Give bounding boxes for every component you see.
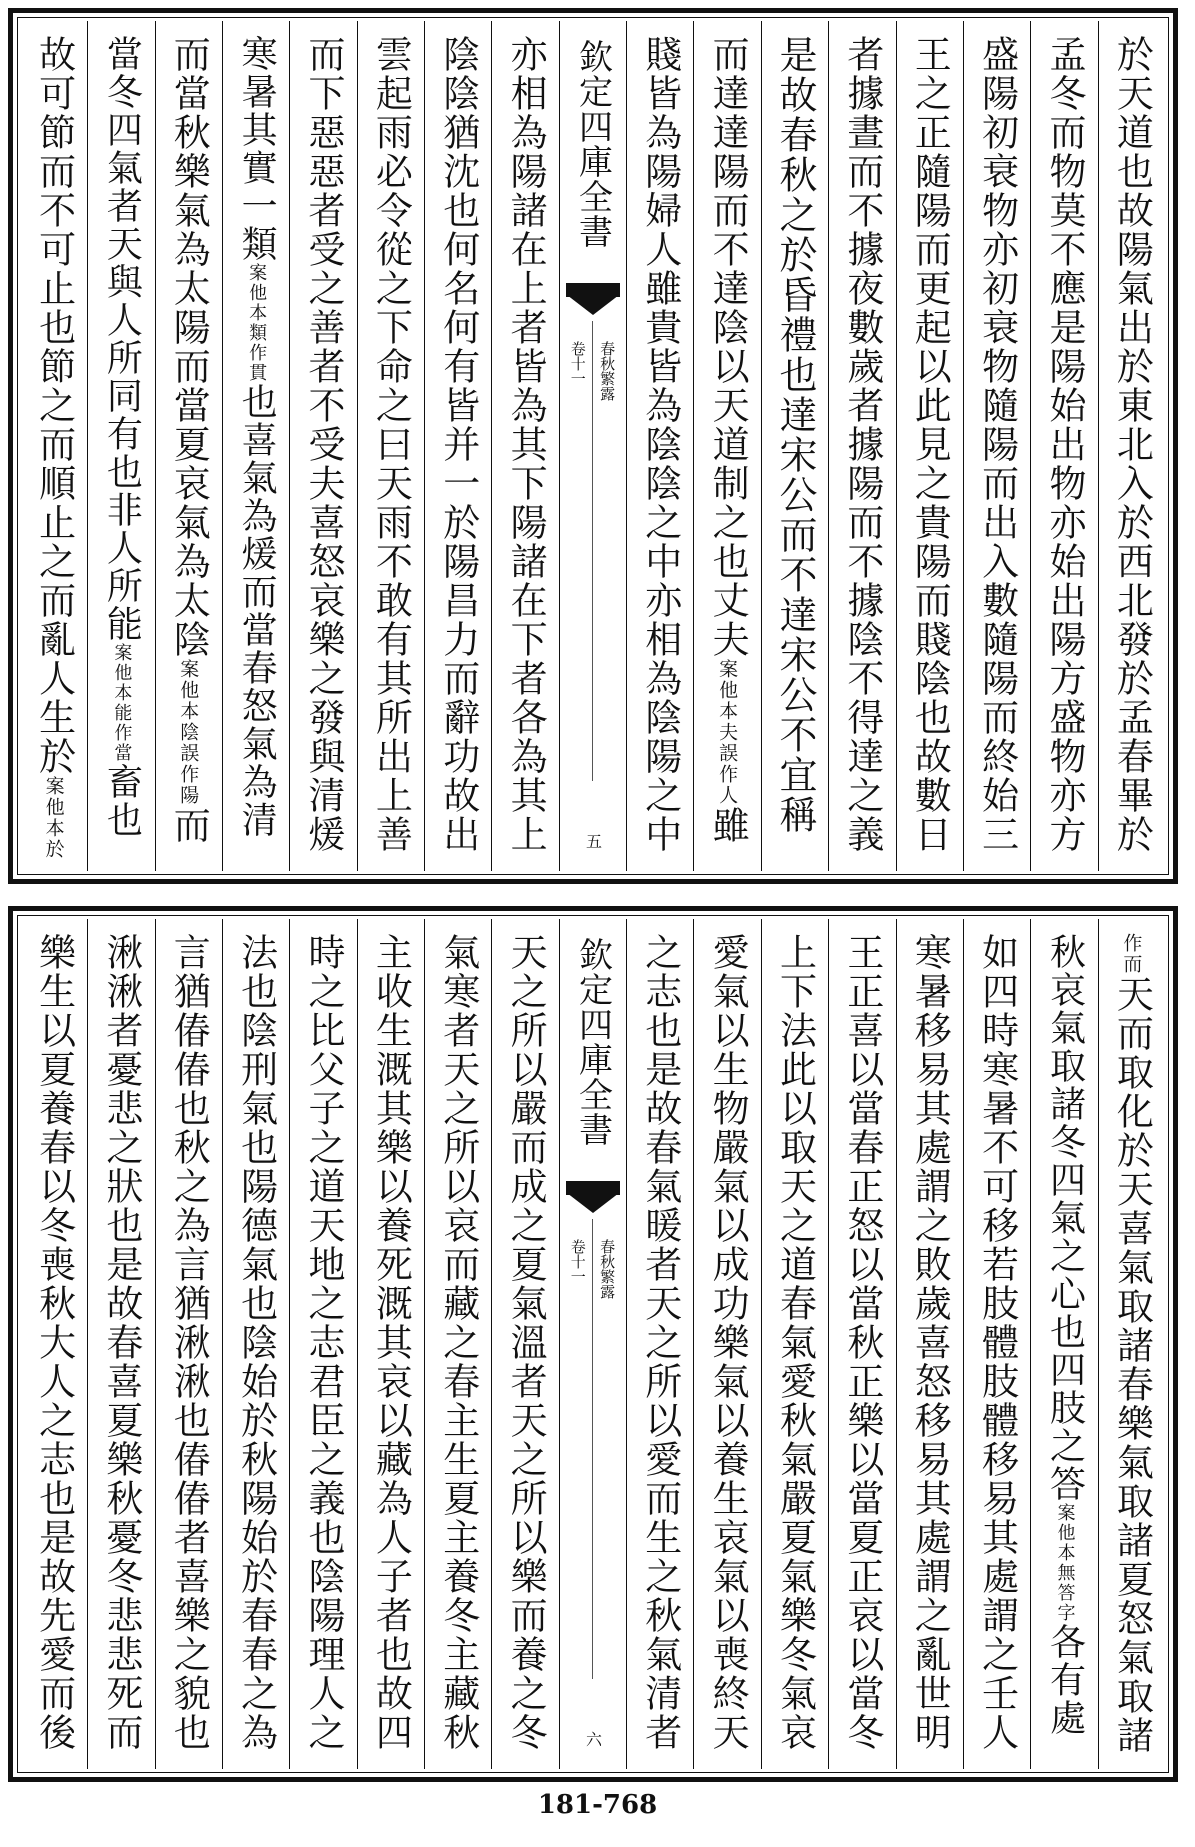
folio-number: 六 bbox=[583, 1731, 603, 1747]
upper-page-text-column bbox=[896, 21, 963, 871]
main-text: 亦相為陽諸在上者皆為其下陽諸在下者各為其上 bbox=[504, 35, 548, 854]
main-text: 而下惡惡者受之善者不受夫喜怒哀樂之發與清煖 bbox=[302, 35, 345, 854]
main-text: 賤皆為陽婦人雖貴皆為陰陰之中亦相為陰陽之中 bbox=[638, 35, 682, 854]
volume-label: 卷十一 bbox=[568, 1239, 587, 1284]
lower-page-text-column bbox=[491, 919, 558, 1769]
upper-page-center-column bbox=[559, 21, 626, 871]
main-text: 孟冬而物莫不應是陽始出物亦始出陽方盛物亦方 bbox=[1042, 35, 1086, 854]
main-text: 而當秋樂氣為太陽而當夏哀氣為太陰 bbox=[167, 35, 211, 659]
fish-tail-mark bbox=[566, 283, 620, 315]
main-text: 天之所以嚴而成之夏氣溫者天之所以樂而養之冬 bbox=[504, 933, 548, 1752]
editorial-note: 案他本無答字 bbox=[1054, 1503, 1076, 1623]
main-text-continued: 各有處 bbox=[1044, 1623, 1086, 1737]
main-text: 氣寒者天之所以哀而藏之春主生夏主養冬主藏秋 bbox=[436, 933, 480, 1752]
column-text bbox=[504, 933, 548, 1752]
main-text: 是故春秋之於昏禮也達宋公而不達宋公不宜稱 bbox=[773, 35, 818, 835]
main-text: 愛氣以生物嚴氣以成功樂氣以養生哀氣以喪終天 bbox=[706, 933, 750, 1752]
upper-page-text-column bbox=[491, 21, 558, 871]
book-title: 欽定四庫全書 bbox=[572, 39, 613, 249]
main-text: 寒暑其實一類 bbox=[236, 35, 278, 263]
column-text bbox=[706, 933, 750, 1752]
column-text bbox=[236, 35, 278, 839]
main-text: 主收生溉其樂以養死溉其哀以藏為人子者也故四 bbox=[369, 933, 413, 1752]
column-text bbox=[1110, 35, 1154, 854]
main-text-continued: 畜也 bbox=[101, 763, 143, 839]
main-text: 言猶偆偆也秋之為言猶湫湫也偆偆者喜樂之貌也 bbox=[167, 933, 211, 1752]
column-text bbox=[369, 933, 413, 1752]
main-text-continued: 雖 bbox=[706, 806, 750, 845]
column-text bbox=[908, 35, 952, 854]
upper-page-text-column bbox=[289, 21, 356, 871]
upper-page-text-column bbox=[357, 21, 424, 871]
column-text bbox=[975, 35, 1019, 854]
lower-page-text-column bbox=[896, 919, 963, 1769]
main-text: 陰陰猶沈也何名何有皆并一於陽昌力而辭功故出 bbox=[436, 35, 480, 854]
lower-page-text-column bbox=[289, 919, 356, 1769]
column-text bbox=[706, 35, 750, 845]
main-text: 湫湫者憂悲之狀也是故春喜夏樂秋憂冬悲悲死而 bbox=[99, 933, 143, 1752]
upper-page-text-column bbox=[1030, 21, 1097, 871]
column-text bbox=[840, 933, 884, 1752]
main-text: 盛陽初衰物亦初衰物隨陽而出入數隨陽而終始三 bbox=[975, 35, 1019, 854]
column-text bbox=[840, 35, 884, 854]
volume-label: 卷十一 bbox=[568, 341, 587, 386]
upper-page-text-column bbox=[424, 21, 491, 871]
lower-page bbox=[8, 906, 1178, 1782]
lower-page-text-column bbox=[357, 919, 424, 1769]
upper-page-columns bbox=[21, 21, 1165, 871]
book-title: 欽定四庫全書 bbox=[572, 937, 613, 1147]
upper-page-text-column bbox=[693, 21, 760, 871]
column-text bbox=[302, 35, 345, 854]
upper-page-text-column bbox=[155, 21, 222, 871]
lower-page-text-column bbox=[424, 919, 491, 1769]
upper-page-text-column bbox=[963, 21, 1030, 871]
work-title: 春秋繁露 bbox=[598, 341, 617, 401]
editorial-note: 案他本類作貫 bbox=[246, 263, 268, 383]
main-text: 上下法此以取天之道春氣愛秋氣嚴夏氣樂冬氣哀 bbox=[773, 933, 817, 1752]
main-text: 而達達陽而不達陰以天道制之也丈夫 bbox=[706, 35, 750, 659]
column-text bbox=[773, 933, 817, 1752]
main-text-continued: 天而取化於天喜氣取諸春樂氣取諸夏怒氣取諸 bbox=[1110, 975, 1154, 1755]
upper-page-text-column bbox=[828, 21, 895, 871]
page-code: 181-768 bbox=[537, 1790, 658, 1820]
upper-page-text-column bbox=[761, 21, 828, 871]
main-text-continued: 也喜氣為煖而當春怒氣為清 bbox=[236, 383, 278, 839]
editorial-note: 案他本夫誤作人 bbox=[716, 659, 739, 806]
lower-page-text-column bbox=[693, 919, 760, 1769]
main-text: 王之正隨陽而更起以此見之貴陽而賤陰也故數日 bbox=[908, 35, 952, 854]
column-text bbox=[773, 35, 818, 835]
lower-page-text-column bbox=[155, 919, 222, 1769]
lower-page-text-column bbox=[87, 919, 154, 1769]
main-text: 故可節而不可止也節之而順止之而亂人生於 bbox=[32, 35, 76, 776]
lower-page-columns bbox=[21, 919, 1165, 1769]
upper-page-text-column bbox=[21, 21, 87, 871]
folio-number: 五 bbox=[583, 833, 603, 849]
main-text: 時之比父子之道天地之志君臣之義也陰陽理人之 bbox=[302, 933, 345, 1752]
column-text bbox=[32, 933, 76, 1752]
lower-page-text-column bbox=[828, 919, 895, 1769]
editorial-note: 案他本於 bbox=[42, 776, 65, 860]
column-text bbox=[234, 933, 278, 1752]
main-text: 於天道也故陽氣出於東北入於西北發於孟春畢於 bbox=[1110, 35, 1154, 854]
main-text: 樂生以夏養春以冬喪秋大人之志也是故先愛而後 bbox=[32, 933, 76, 1752]
center-rule bbox=[592, 1219, 594, 1679]
main-text: 當冬四氣者天與人所同有也非人所能 bbox=[101, 35, 143, 643]
column-text bbox=[975, 933, 1019, 1752]
work-title: 春秋繁露 bbox=[598, 1239, 617, 1299]
column-text bbox=[167, 933, 211, 1752]
column-text bbox=[436, 35, 480, 854]
main-text: 法也陰刑氣也陽德氣也陰始於秋陽始於春春之為 bbox=[234, 933, 278, 1752]
lower-page-center-column bbox=[559, 919, 626, 1769]
fish-tail-mark bbox=[566, 1181, 620, 1213]
upper-page bbox=[8, 8, 1178, 884]
upper-page-text-column bbox=[626, 21, 693, 871]
column-text bbox=[302, 933, 345, 1752]
column-text bbox=[638, 933, 682, 1752]
main-text: 如四時寒暑不可移若肢體肢體移易其處謂之壬人 bbox=[975, 933, 1019, 1752]
lower-page-text-column bbox=[761, 919, 828, 1769]
lower-page-text-column bbox=[626, 919, 693, 1769]
column-text bbox=[436, 933, 480, 1752]
upper-page-text-column bbox=[87, 21, 154, 871]
main-text: 寒暑移易其處謂之敗歲喜怒移易其處謂之亂世明 bbox=[908, 933, 952, 1752]
column-text bbox=[504, 35, 548, 854]
column-text bbox=[1042, 35, 1086, 854]
editorial-note: 案他本陰誤作陽 bbox=[177, 659, 200, 806]
column-text bbox=[1110, 933, 1154, 1755]
lower-page-text-column bbox=[21, 919, 87, 1769]
lower-page-text-column bbox=[963, 919, 1030, 1769]
editorial-note: 作而 bbox=[1120, 933, 1143, 975]
column-text bbox=[99, 933, 143, 1752]
lower-page-text-column bbox=[222, 919, 289, 1769]
column-text bbox=[1044, 933, 1086, 1737]
lower-page-text-column bbox=[1098, 919, 1165, 1769]
column-text bbox=[638, 35, 682, 854]
main-text: 雲起雨必令從之下命之曰天雨不敢有其所出上善 bbox=[369, 35, 413, 854]
main-text: 秋哀氣取諸冬四氣之心也四肢之答 bbox=[1044, 933, 1086, 1503]
main-text-continued: 而 bbox=[167, 806, 211, 845]
column-text bbox=[167, 35, 211, 845]
editorial-note: 案他本能作當 bbox=[111, 643, 133, 763]
lower-page-text-column bbox=[1030, 919, 1097, 1769]
center-rule bbox=[592, 321, 594, 781]
column-text bbox=[32, 35, 76, 860]
column-text bbox=[369, 35, 413, 854]
main-text: 者據晝而不據夜數歲者據陽而不據陰不得達之義 bbox=[840, 35, 884, 854]
column-text bbox=[101, 35, 143, 839]
main-text: 王正喜以當春正怒以當秋正樂以當夏正哀以當冬 bbox=[840, 933, 884, 1752]
main-text: 之志也是故春氣暖者天之所以愛而生之秋氣清者 bbox=[638, 933, 682, 1752]
column-text bbox=[908, 933, 952, 1752]
upper-page-text-column bbox=[222, 21, 289, 871]
upper-page-text-column bbox=[1098, 21, 1165, 871]
